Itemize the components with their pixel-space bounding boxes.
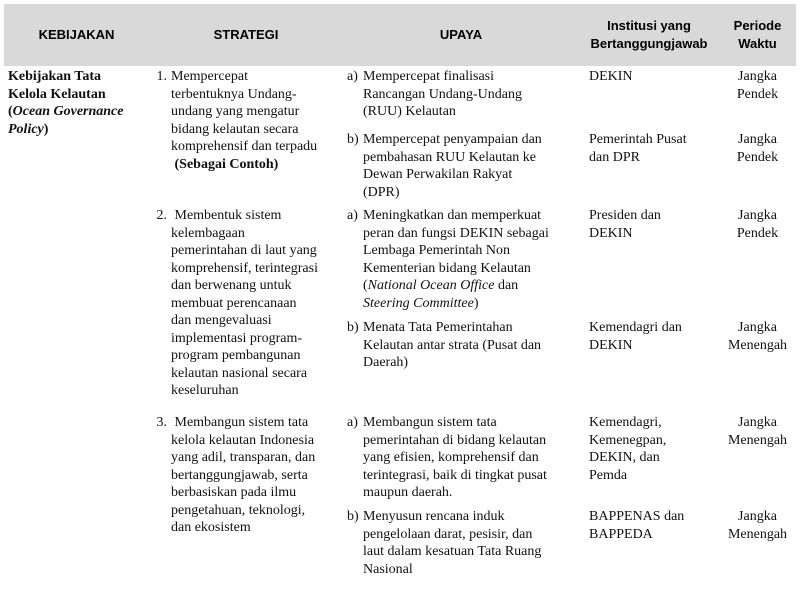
text-line: bidang kelautan secara [171, 121, 299, 137]
text-line: DEKIN [589, 337, 633, 353]
text-line: berbasiskan pada ilmu [171, 485, 297, 500]
text-line: BAPPEDA [589, 526, 653, 542]
text-line: Rancangan Undang-Undang [363, 86, 523, 102]
strategy-cell-3 [149, 412, 343, 594]
text-line: Kementerian bidang Kelautan [363, 260, 531, 276]
text-line: ( [8, 104, 13, 119]
period-cell [719, 205, 796, 317]
text-line: yang efisien, komprehensif dan [363, 450, 539, 465]
text-line: Kelautan antar strata (Pusat dan [363, 337, 542, 353]
strategy-cell-2 [149, 205, 343, 412]
text-line: a) [347, 415, 358, 430]
header-institusi-line1: Institusi yang [607, 18, 691, 33]
strategy-note: (Sebagai Contoh) [174, 156, 279, 172]
text-line: Daerah) [363, 355, 409, 370]
text-line: program pembangunan [171, 348, 301, 363]
period-cell [719, 412, 796, 506]
text-line: Menengah [727, 337, 788, 353]
text-line: terbentuknya Undang- [171, 86, 297, 102]
text-line: Mempercepat penyampaian dan [363, 132, 542, 147]
header-institusi [579, 4, 719, 66]
text-line: a) [347, 208, 358, 223]
text-line: Menyusun rencana induk [363, 509, 505, 524]
text-line: Pemda [589, 467, 628, 483]
text-line: Mempercepat finalisasi [363, 69, 495, 84]
text-line: b) [347, 132, 359, 147]
text-line: Jangka [738, 69, 777, 84]
text-line: dan ekosistem [171, 520, 251, 535]
header-upaya: UPAYA [343, 4, 579, 66]
text-line: (DPR) [363, 184, 400, 200]
text-line: Dewan Perwakilan Rakyat [363, 167, 513, 182]
text-line: peran dan fungsi DEKIN sebagai [363, 225, 549, 241]
text-line: b) [347, 509, 359, 524]
header-institusi-line2: Bertanggungjawab [590, 36, 708, 51]
text-line: 1. [156, 69, 167, 84]
effort-cell [343, 205, 579, 317]
text-line: 3. [156, 415, 167, 430]
effort-cell [343, 506, 579, 594]
text-line: DEKIN [589, 69, 633, 84]
text-line: pemerintahan di laut yang [171, 243, 317, 258]
text-line: dan [494, 278, 519, 293]
text-line: pemerintahan di bidang kelautan [363, 432, 547, 448]
text-line: terintegrasi, baik di tingkat pusat [363, 467, 547, 483]
text-line: b) [347, 320, 359, 335]
text-line: keseluruhan [171, 383, 239, 398]
table-row [4, 66, 796, 129]
text-line: ) [43, 121, 49, 137]
header-periode [719, 4, 796, 66]
text-line: bertanggungjawab, serta [171, 467, 308, 483]
institution-cell [579, 66, 719, 129]
text-line: Policy [8, 121, 44, 137]
text-line: Membangun sistem tata [174, 415, 309, 430]
header-periode-line2: Waktu [738, 36, 777, 51]
text-line: Meningkatkan dan memperkuat [363, 208, 542, 223]
text-line: DEKIN [589, 225, 633, 241]
text-line: DEKIN, dan [589, 450, 660, 465]
effort-cell [343, 412, 579, 506]
text-line: Kebijakan Tata [8, 69, 101, 84]
text-line: pembahasan RUU Kelautan ke [363, 149, 536, 165]
text-line: Pendek [736, 86, 779, 102]
text-line: Jangka [738, 415, 777, 430]
text-line: Menengah [727, 526, 788, 542]
text-line: Pemerintah Pusat [589, 132, 687, 147]
text-line: Pendek [736, 149, 779, 165]
strategy-cell-1 [149, 66, 343, 205]
text-line: Nasional [363, 561, 413, 577]
text-line: Lembaga Pemerintah Non [363, 243, 510, 258]
text-line: Jangka [738, 132, 777, 147]
text-line: Kemendagri dan [589, 320, 682, 335]
period-cell [719, 129, 796, 205]
text-line: pengelolaan darat, pesisir, dan [363, 526, 533, 542]
institution-cell [579, 129, 719, 205]
text-line: 2. [156, 208, 167, 223]
text-line: Kelola Kelautan [8, 86, 106, 102]
text-line: Jangka [738, 320, 777, 335]
text-line: (RUU) Kelautan [363, 104, 456, 119]
text-line: kelembagaan [171, 225, 245, 241]
text-line: komprehensif dan terpadu [171, 139, 318, 154]
table-header-row [4, 4, 796, 66]
institution-cell [579, 205, 719, 317]
strategy-item [149, 412, 343, 537]
effort-cell [343, 66, 579, 129]
text-line: kelautan nasional secara [171, 365, 308, 381]
text-line: Kemenegpan, [589, 432, 667, 448]
text-line: ) [473, 295, 479, 311]
text-line: Menata Tata Pemerintahan [363, 320, 513, 335]
text-line: laut dalam kesatuan Tata Ruang [363, 544, 542, 559]
text-line: BAPPENAS dan [589, 509, 685, 524]
text-line: membuat perencanaan [171, 295, 297, 311]
text-line: a) [347, 69, 358, 84]
period-cell [719, 317, 796, 412]
institution-cell [579, 317, 719, 412]
text-line: Ocean Governance [12, 104, 124, 119]
policy-cell [4, 66, 149, 594]
text-line: Membangun sistem tata [363, 415, 497, 430]
text-line: Menengah [727, 432, 788, 448]
strategy-item [149, 205, 343, 400]
effort-cell [343, 317, 579, 412]
effort-cell [343, 129, 579, 205]
text-line: Presiden dan [589, 208, 661, 223]
institution-cell [579, 412, 719, 506]
text-line: National Ocean Office [367, 278, 495, 293]
text-line: Kemendagri, [589, 415, 662, 430]
text-line: kelola kelautan Indonesia [171, 432, 315, 448]
text-line: maupun daerah. [363, 485, 453, 500]
text-line: undang yang mengatur [171, 104, 300, 119]
text-line: pengetahuan, teknologi, [171, 502, 306, 518]
period-cell [719, 66, 796, 129]
text-line: Jangka [738, 509, 777, 524]
text-line: implementasi program- [171, 330, 303, 346]
policy-table [4, 4, 796, 594]
text-line: yang adil, transparan, dan [171, 450, 316, 465]
policy-title [4, 66, 149, 138]
text-line: dan DPR [589, 149, 640, 165]
text-line: Pendek [736, 225, 779, 241]
policy-table-page [4, 4, 796, 596]
header-periode-line1: Periode [733, 18, 782, 33]
period-cell [719, 506, 796, 594]
text-line: Jangka [738, 208, 777, 223]
text-line: dan berwenang untuk [171, 278, 292, 293]
text-line: komprehensif, terintegrasi [171, 260, 318, 276]
header-kebijakan: KEBIJAKAN [4, 4, 149, 66]
text-line: dan mengevaluasi [171, 313, 272, 328]
text-line: Mempercepat [171, 69, 248, 84]
institution-cell [579, 506, 719, 594]
text-line: Membentuk sistem [174, 208, 282, 223]
header-strategi: STRATEGI [149, 4, 343, 66]
text-line: Steering Committee [363, 295, 474, 311]
text-line: ( [363, 278, 368, 293]
strategy-item [149, 66, 343, 173]
